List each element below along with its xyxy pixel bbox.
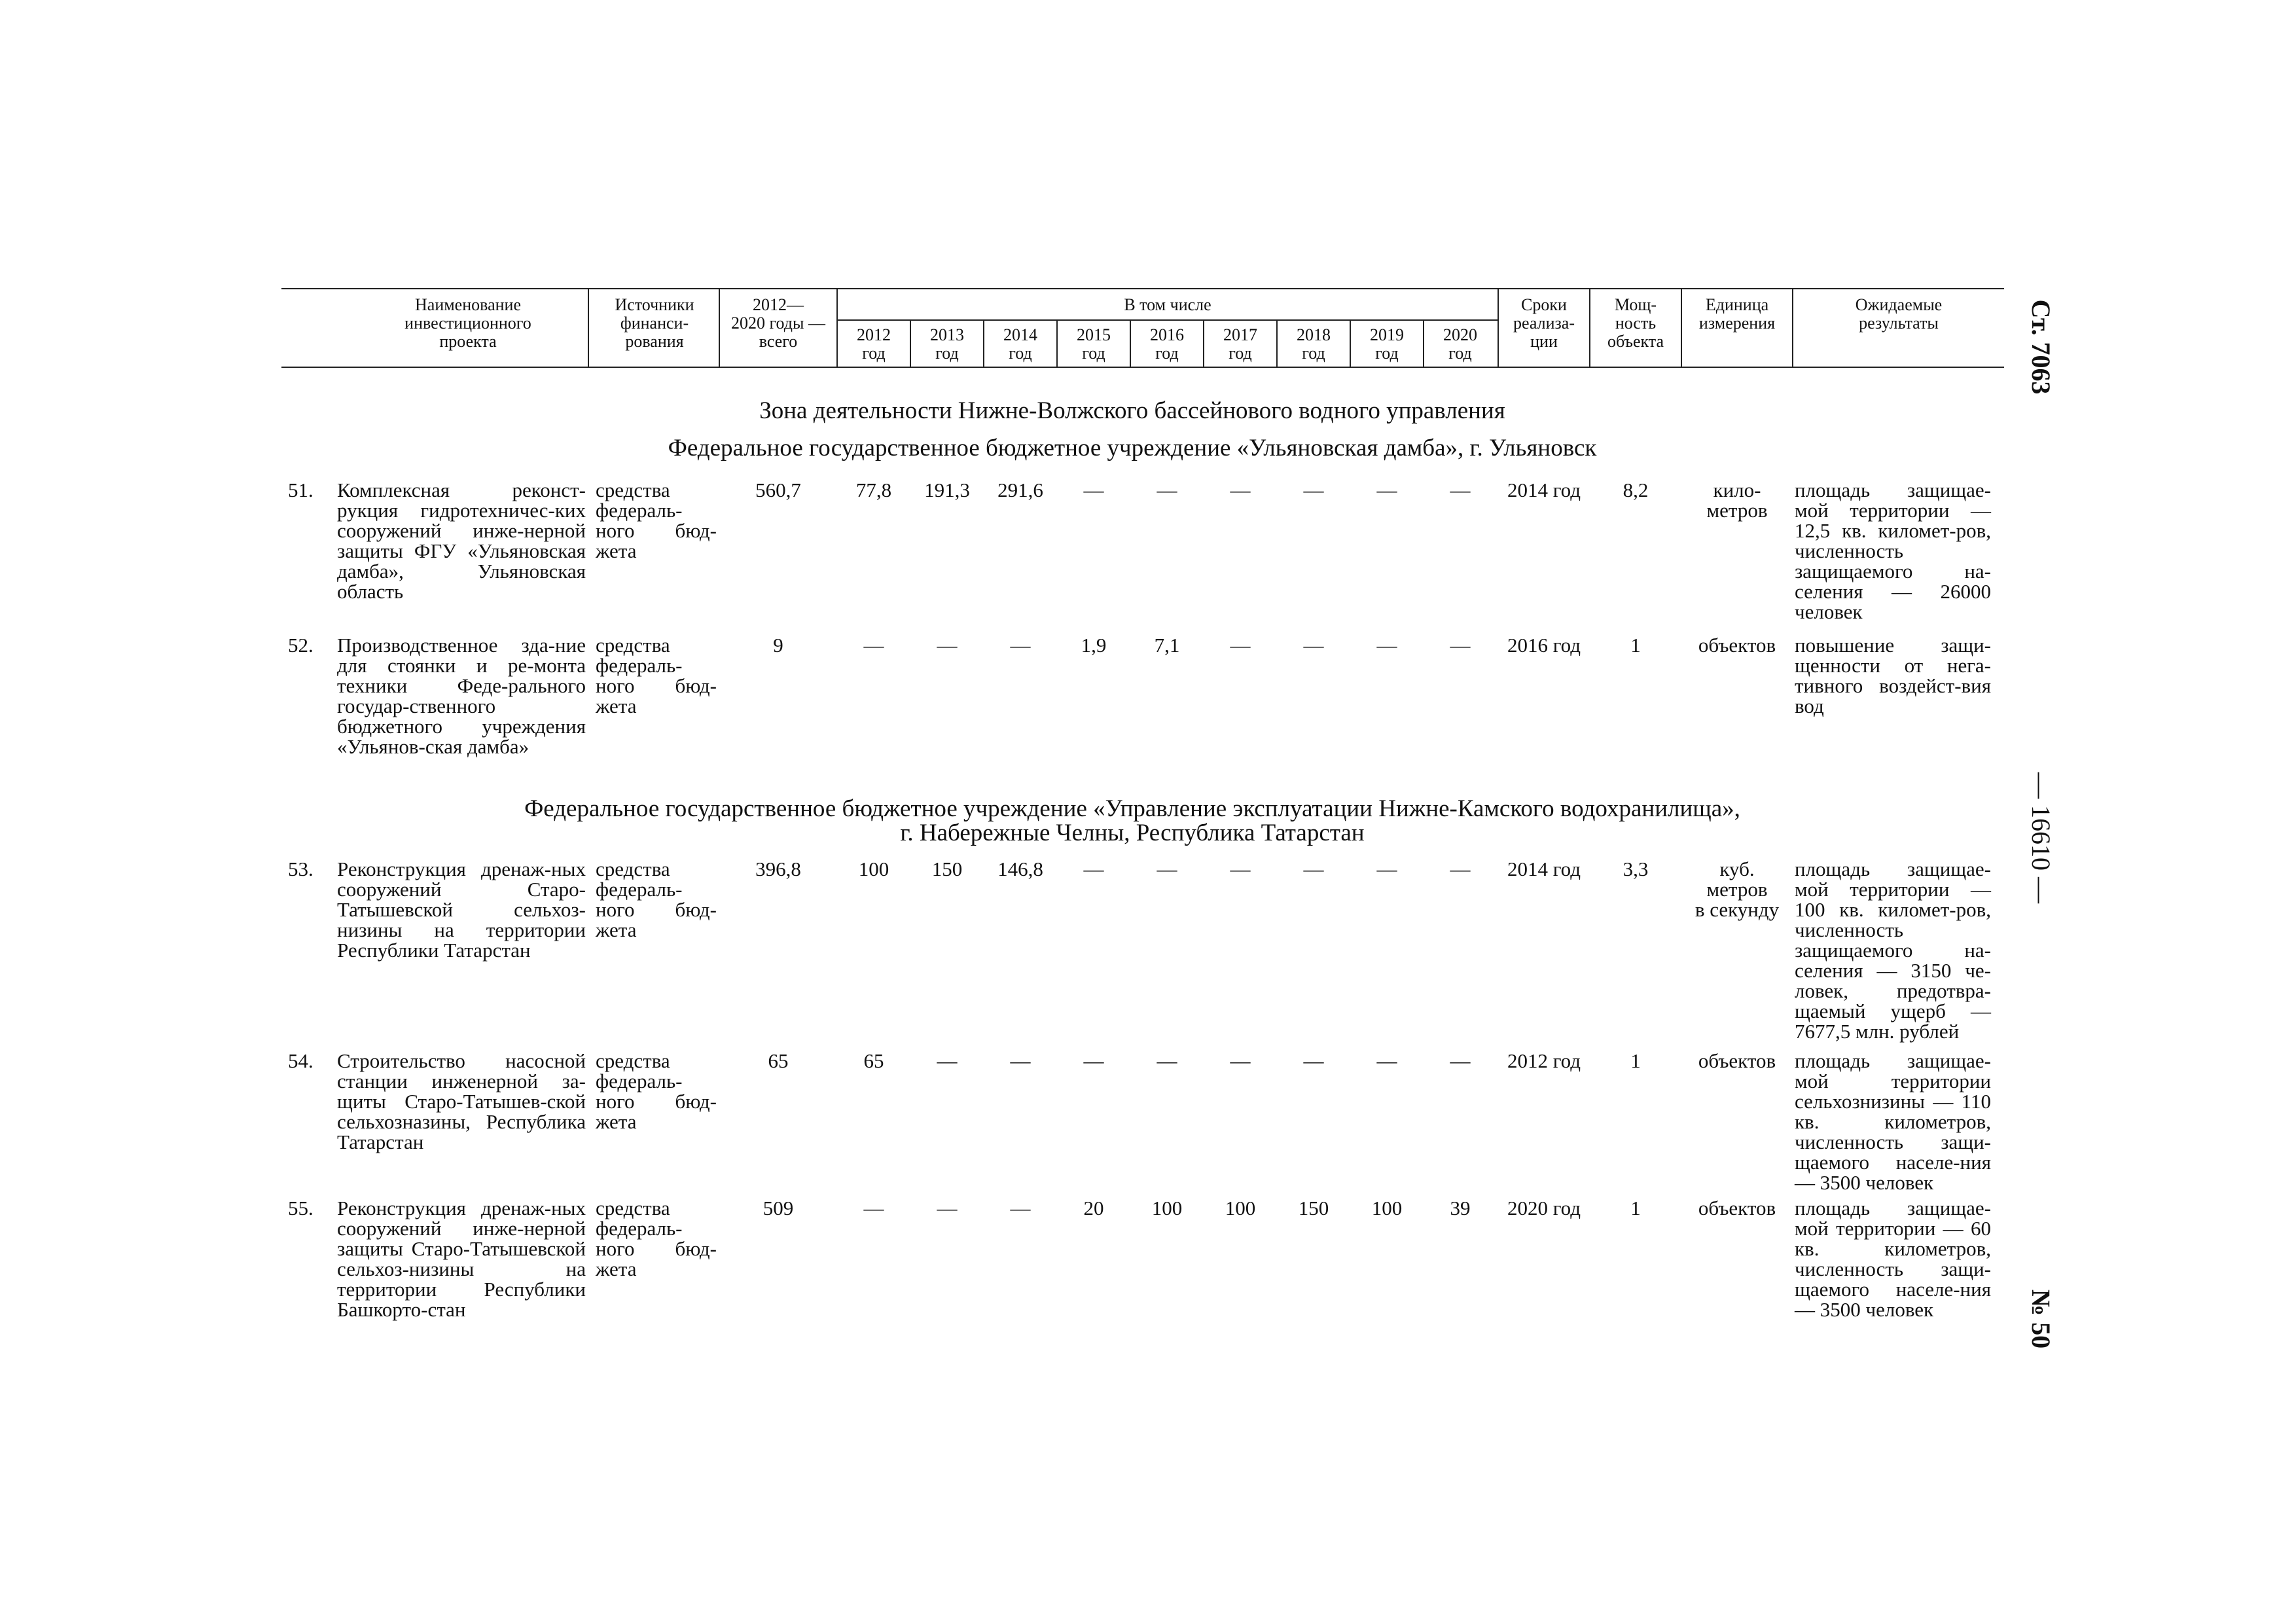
capacity-value: 1: [1630, 1049, 1641, 1072]
unit-of-measure: объектов: [1698, 1049, 1776, 1072]
year-2014-value: —: [1010, 1197, 1031, 1219]
row-number: 51.: [288, 478, 314, 501]
project-name: Комплексная реконст-рукция гидротехничес-ких сооружений инже-нерной защиты ФГУ «Ульяновская дамба», Ульяновская область: [337, 478, 586, 603]
year-2017-value: —: [1230, 857, 1251, 880]
funding-source: средства федераль-ного бюд-жета: [596, 634, 717, 717]
header-terms: Сроки реализа- ции: [1513, 295, 1575, 351]
funding-source: средства федераль-ного бюд-жета: [596, 857, 717, 941]
header-name: Наименование инвестиционного проекта: [404, 295, 531, 351]
year-2019-value: —: [1376, 857, 1397, 880]
year-2013-value: 191,3: [924, 478, 970, 501]
table-row-55: [0, 1198, 2296, 1342]
expected-result: площадь защищае-мой территории — 100 кв. километ-ров, численность защищаемого на-селения — 3150 че-ловек, предотвра-щаемый ущерб — 7677,5 млн. рублей: [1795, 857, 1991, 1043]
year-2019-value: —: [1376, 634, 1397, 657]
header-year-2020: 2020 год: [1443, 325, 1477, 363]
year-2017-value: —: [1230, 1049, 1251, 1072]
project-name: Реконструкция дренаж-ных сооружений Старо-Татышевской сельхоз-низины на территории Республики Татарстан: [337, 857, 586, 962]
capacity-value: 8,2: [1623, 478, 1649, 501]
year-2018-value: —: [1303, 478, 1324, 501]
capacity-value: 1: [1630, 634, 1641, 657]
year-2015-value: —: [1083, 478, 1104, 501]
year-2019-value: 100: [1371, 1197, 1403, 1219]
year-2018-value: 150: [1298, 1197, 1329, 1219]
header-capacity: Мощ- ность объекта: [1607, 295, 1664, 351]
unit-of-measure: объектов: [1698, 634, 1776, 657]
year-2013-value: —: [937, 634, 958, 657]
year-2018-value: —: [1303, 1049, 1324, 1072]
year-2016-value: —: [1157, 478, 1177, 501]
project-name: Производственное зда-ние для стоянки и ре-монта техники Феде-рального государ-ственного бюджетного учреждения «Ульянов-ская дамба»: [337, 634, 586, 758]
capacity-value: 1: [1630, 1197, 1641, 1219]
year-2012-value: 77,8: [855, 478, 892, 501]
table-row-53: [0, 859, 2296, 1042]
section-title-zone: Зона деятельности Нижне-Волжского бассейнового водного управления: [759, 397, 1505, 424]
header-year-2012: 2012 год: [857, 325, 891, 363]
year-2015-value: 1,9: [1081, 634, 1107, 657]
total-amount: 9: [773, 634, 783, 657]
implementation-term: 2020 год: [1507, 1197, 1581, 1219]
year-2016-value: 7,1: [1154, 634, 1180, 657]
capacity-value: 3,3: [1623, 857, 1649, 880]
header-year-2019: 2019 год: [1370, 325, 1404, 363]
year-2020-value: —: [1450, 634, 1471, 657]
year-2017-value: —: [1230, 634, 1251, 657]
year-2017-value: —: [1230, 478, 1251, 501]
year-2015-value: —: [1083, 1049, 1104, 1072]
expected-result: площадь защищае-мой территории сельхознизины — 110 кв. километров, численность защи-щаемого населе-ния — 3500 человек: [1795, 1049, 1991, 1194]
year-2015-value: 20: [1083, 1197, 1104, 1219]
expected-result: площадь защищае-мой территории — 60 кв. километров, численность защи-щаемого населе-ния — 3500 человек: [1795, 1197, 1991, 1321]
year-2018-value: —: [1303, 634, 1324, 657]
header-year-2015: 2015 год: [1077, 325, 1111, 363]
year-2017-value: 100: [1225, 1197, 1256, 1219]
document-number-label: — 16610 —: [2026, 772, 2056, 903]
year-2020-value: —: [1450, 478, 1471, 501]
funding-source: средства федераль-ного бюд-жета: [596, 1049, 717, 1133]
section-title-ulyanovsk-dam: Федеральное государственное бюджетное учреждение «Ульяновская дамба», г. Ульяновск: [668, 435, 1597, 461]
year-2014-value: —: [1010, 1049, 1031, 1072]
row-number: 54.: [288, 1049, 314, 1072]
year-2020-value: —: [1450, 857, 1471, 880]
header-year-2014: 2014 год: [1003, 325, 1037, 363]
header-year-2018: 2018 год: [1297, 325, 1331, 363]
header-including: В том числе: [1124, 295, 1211, 314]
total-amount: 560,7: [755, 478, 801, 501]
implementation-term: 2014 год: [1507, 478, 1581, 501]
header-sources: Источники финанси- рования: [615, 295, 694, 351]
header-results: Ожидаемые результаты: [1855, 295, 1943, 333]
unit-of-measure: куб. метров в секунду: [1695, 857, 1780, 921]
year-2014-value: 291,6: [997, 478, 1043, 501]
expected-result: площадь защищае-мой территории — 12,5 кв. километ-ров, численность защищаемого на-селения — 26000 человек: [1795, 478, 1991, 623]
section-title-nizhnekamsk: Федеральное государственное бюджетное учреждение «Управление эксплуатации Нижне-Камского водохранилища», г. Набережные Челны, Республика Татарстан: [524, 795, 1740, 846]
row-number: 55.: [288, 1197, 314, 1219]
row-number: 52.: [288, 634, 314, 657]
header-total: 2012— 2020 годы — всего: [731, 295, 825, 351]
year-2013-value: —: [937, 1197, 958, 1219]
year-2014-value: —: [1010, 634, 1031, 657]
year-2013-value: 150: [931, 857, 963, 880]
row-number: 53.: [288, 857, 314, 880]
year-2012-value: —: [863, 634, 884, 657]
project-name: Реконструкция дренаж-ных сооружений инже-нерной защиты Старо-Татышевской сельхоз-низины на территории Республики Башкорто-стан: [337, 1197, 586, 1321]
header-unit: Единица измерения: [1698, 295, 1776, 333]
total-amount: 396,8: [755, 857, 801, 880]
issue-number-label: № 50: [2026, 1289, 2056, 1349]
year-2015-value: —: [1083, 857, 1104, 880]
year-2018-value: —: [1303, 857, 1324, 880]
table-row-54: [0, 1049, 2296, 1194]
unit-of-measure: кило- метров: [1706, 478, 1768, 522]
year-2019-value: —: [1376, 1049, 1397, 1072]
funding-source: средства федераль-ного бюд-жета: [596, 478, 717, 562]
year-2014-value: 146,8: [997, 857, 1043, 880]
year-2020-value: —: [1450, 1049, 1471, 1072]
funding-source: средства федераль-ного бюд-жета: [596, 1197, 717, 1280]
year-2016-value: 100: [1151, 1197, 1183, 1219]
year-2020-value: 39: [1450, 1197, 1471, 1219]
year-2013-value: —: [937, 1049, 958, 1072]
total-amount: 509: [762, 1197, 794, 1219]
year-2012-value: —: [863, 1197, 884, 1219]
implementation-term: 2014 год: [1507, 857, 1581, 880]
project-name: Строительство насосной станции инженерной за-щиты Старо-Татышев-ской сельхозназины, Республика Татарстан: [337, 1049, 586, 1153]
table-row-51: [0, 480, 2296, 630]
header-year-2013: 2013 год: [930, 325, 964, 363]
unit-of-measure: объектов: [1698, 1197, 1776, 1219]
year-2012-value: 65: [863, 1049, 884, 1072]
year-2016-value: —: [1157, 1049, 1177, 1072]
year-2016-value: —: [1157, 857, 1177, 880]
year-2019-value: —: [1376, 478, 1397, 501]
implementation-term: 2016 год: [1507, 634, 1581, 657]
header-year-2016: 2016 год: [1150, 325, 1184, 363]
table-row-52: [0, 635, 2296, 779]
header-year-2017: 2017 год: [1223, 325, 1257, 363]
implementation-term: 2012 год: [1507, 1049, 1581, 1072]
expected-result: повышение защи-щенности от нега-тивного воздейст-вия вод: [1795, 634, 1991, 717]
page-number-label: Ст. 7063: [2026, 299, 2056, 395]
total-amount: 65: [768, 1049, 789, 1072]
year-2012-value: 100: [858, 857, 889, 880]
